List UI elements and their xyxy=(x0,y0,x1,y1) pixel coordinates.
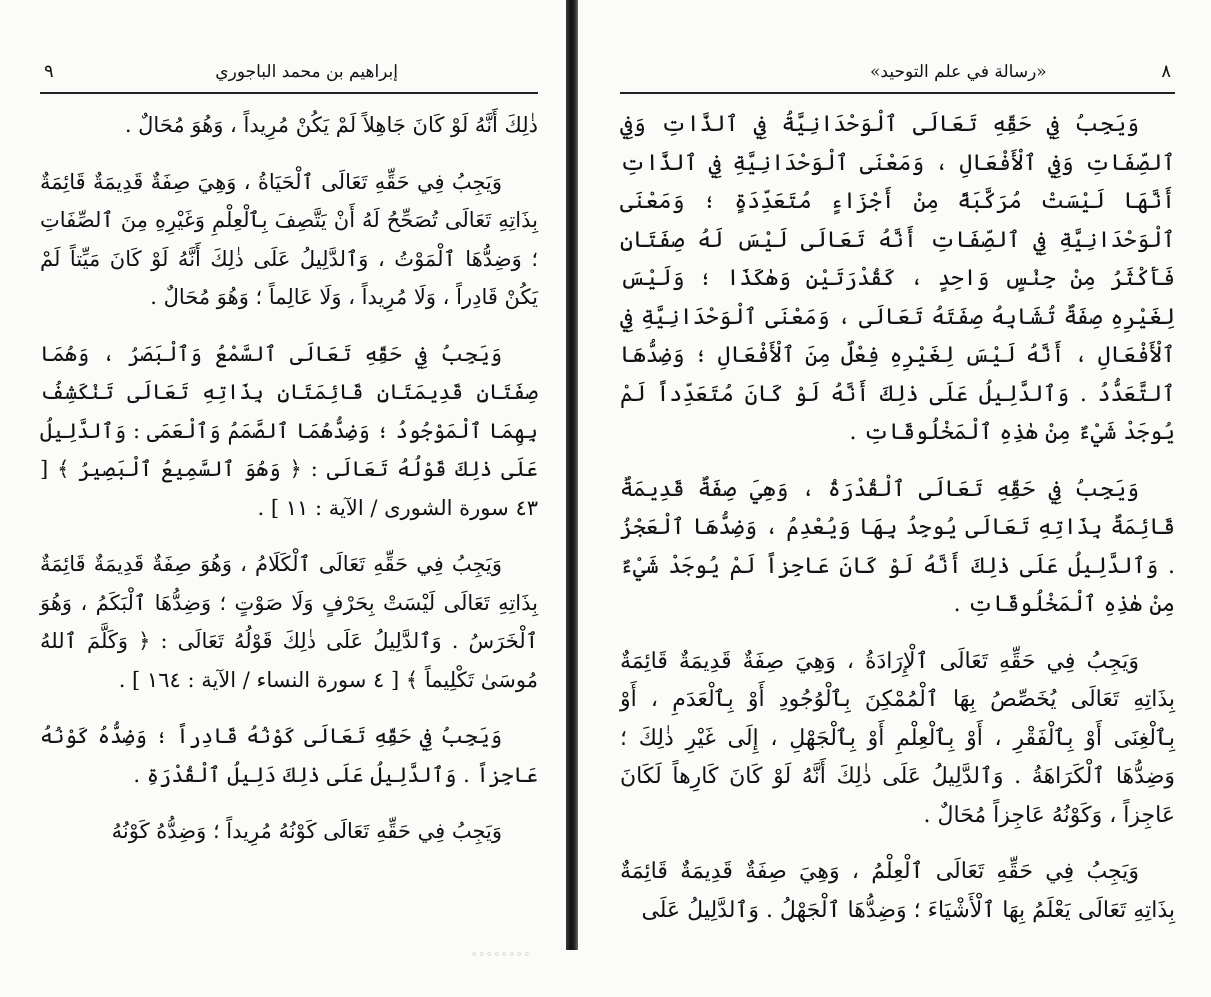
paragraph: وَيَجِبُ فِي حَقِّهِ تَعَالَى ٱلْقُدْرَةُ ، وَهِيَ صِفَةٌ قَدِيمَةٌ قَائِمَةٌ بِذَاتِهِ تَعَالَى يُوجِدُ بِهَا وَيُعْدِمُ ، وَضِدُّهَا ٱلْعَجْزُ . وَٱلدَّلِيلُ عَلَى ذٰلِكَ أَنَّهُ لَوْ كَانَ عَاجِزاً لَمْ يُوجَدْ شَيْءٌ مِنْ هٰذِهِ ٱلْمَخْلُوقَاتِ . xyxy=(620,476,1175,617)
right-running-title: «رسالة في علم التوحيد» xyxy=(870,62,1047,82)
scan-ornament-mark: ◦◦◦◦◦◦◦◦ xyxy=(471,948,531,961)
paragraph: وَيَجِبُ فِي حَقِّهِ تَعَالَى كَوْنُهُ مُرِيداً ؛ وَضِدُّهُ كَوْنُهُ xyxy=(111,819,502,843)
left-page xyxy=(0,0,566,997)
right-page xyxy=(578,0,1211,997)
paragraph: وَيَجِبُ فِي حَقِّهِ تَعَالَى ٱلْعِلْمُ ، وَهِيَ صِفَةٌ قَدِيمَةٌ قَائِمَةٌ بِذَاتِهِ تَعَالَى يَعْلَمُ بِهَا ٱلْأَشْيَاءَ ؛ وَضِدُّهَا ٱلْجَهْلُ . وَٱلدَّلِيلُ عَلَى xyxy=(620,859,1175,923)
left-page-header xyxy=(40,52,538,94)
paragraph: وَيَجِبُ فِي حَقِّهِ تَعَالَى ٱلْوَحْدَانِيَّةُ فِي ٱلذَّاتِ وَفِي ٱلصِّفَاتِ وَفِي ٱلْأَفْعَالِ ، وَمَعْنَى ٱلْوَحْدَانِيَّةِ فِي ٱلذَّاتِ أَنَّهَا لَيْسَتْ مُرَكَّبَةً مِنْ أَجْزَاءٍ مُتَعَدِّدَةٍ ؛ وَمَعْنَى ٱلْوَحْدَانِيَّةِ فِي ٱلصِّفَاتِ أَنَّهُ تَعَالَى لَيْسَ لَهُ صِفَتَانِ فَأَكْثَرُ مِنْ جِنْسٍ وَاحِدٍ ، كَقُدْرَتَيْنِ وَهٰكَذَا ؛ وَلَيْسَ لِغَيْرِهِ صِفَةٌ تُشَابِهُ صِفَتَهُ تَعَالَى ، وَمَعْنَى ٱلْوَحْدَانِيَّةِ فِي ٱلْأَفْعَالِ ، أَنَّهُ لَيْسَ لِغَيْرِهِ فِعْلٌ مِنَ ٱلْأَفْعَالِ ؛ وَضِدُّهَا ٱلتَّعَدُّدُ . وَٱلدَّلِيلُ عَلَى ذٰلِكَ أَنَّهُ لَوْ كَانَ مُتَعَدِّداً لَمْ يُوجَدْ شَيْءٌ مِنْ هٰذِهِ ٱلْمَخْلُوقَاتِ . xyxy=(620,112,1175,445)
paragraph: وَيَجِبُ فِي حَقِّهِ تَعَالَى ٱلْكَلَامُ ، وَهُوَ صِفَةٌ قَدِيمَةٌ قَائِمَةٌ بِذَاتِهِ تَعَالَى لَيْسَتْ بِحَرْفٍ وَلَا صَوْتٍ ؛ وَضِدُّهَا ٱلْبَكَمُ ، وَهُوَ ٱلْخَرَسُ . وَٱلدَّلِيلُ عَلَى ذٰلِكَ قَوْلُهُ تَعَالَى : ﴿ وَكَلَّمَ ٱللهُ مُوسَىٰ تَكْلِيماً ﴾ [ ٤ سورة النساء / الآية : ١٦٤ ] . xyxy=(40,552,538,692)
left-page-body xyxy=(40,106,538,851)
right-page-number: ٨ xyxy=(1161,61,1171,82)
paragraph: وَيَجِبُ فِي حَقِّهِ تَعَالَى ٱلسَّمْعُ وَٱلْبَصَرُ ، وَهُمَا صِفَتَانِ قَدِيمَتَانِ قَائِمَتَانِ بِذَاتِهِ تَعَالَى تَنْكَشِفُ بِهِمَا ٱلْمَوْجُودُ ؛ وَضِدُّهُمَا ٱلصَّمَمُ وَٱلْعَمَى : وَٱلدَّلِيلُ عَلَى ذٰلِكَ قَوْلُهُ تَعَالَى : ﴿ وَهُوَ ٱلسَّمِيعُ ٱلْبَصِيرُ ﴾ [ ٤٣ سورة الشورى / الآية : ١١ ] . xyxy=(40,341,538,520)
left-page-number: ٩ xyxy=(44,61,54,82)
paragraph: وَيَجِبُ فِي حَقِّهِ تَعَالَى كَوْنُهُ قَادِراً ؛ وَضِدُّهُ كَوْنُهُ عَاجِزاً . وَٱلدَّلِيلُ عَلَى ذٰلِكَ دَلِيلُ ٱلْقُدْرَةِ . xyxy=(40,724,538,787)
book-gutter xyxy=(566,0,578,950)
right-page-header xyxy=(620,52,1175,94)
right-page-body xyxy=(620,106,1175,930)
paragraph: وَيَجِبُ فِي حَقِّهِ تَعَالَى ٱلْإِرَادَةُ ، وَهِيَ صِفَةٌ قَدِيمَةٌ قَائِمَةٌ بِذَاتِهِ تَعَالَى يُخَصِّصُ بِهَا ٱلْمُمْكِنَ بِٱلْوُجُودِ أَوْ بِٱلْعَدَمِ ، أَوْ بِٱلْغِنَى أَوْ بِٱلْفَقْرِ ، أَوْ بِٱلْعِلْمِ أَوْ بِٱلْجَهْلِ ، إِلَى غَيْرِ ذٰلِكَ ؛ وَضِدُّهَا ٱلْكَرَاهَةُ . وَٱلدَّلِيلُ عَلَى ذٰلِكَ أَنَّهُ لَوْ كَانَ كَارِهاً لَكَانَ عَاجِزاً ، وَكَوْنُهُ عَاجِزاً مُحَالٌ . xyxy=(620,648,1175,828)
paragraph: ذٰلِكَ أَنَّهُ لَوْ كَانَ جَاهِلاً لَمْ يَكُنْ مُرِيداً ، وَهُوَ مُحَالٌ . xyxy=(124,113,538,137)
left-running-title: إبراهيم بن محمد الباجوري xyxy=(215,62,398,82)
paragraph: وَيَجِبُ فِي حَقِّهِ تَعَالَى ٱلْحَيَاةُ ، وَهِيَ صِفَةٌ قَدِيمَةٌ قَائِمَةٌ بِذَاتِهِ تَعَالَى تُصَحِّحُ لَهُ أَنْ يَتَّصِفَ بِٱلْعِلْمِ وَغَيْرِهِ مِنَ ٱلصِّفَاتِ ؛ وَضِدُّهَا ٱلْمَوْتُ ، وَٱلدَّلِيلُ عَلَى ذٰلِكَ أَنَّهُ لَوْ كَانَ مَيِّتاً لَمْ يَكُنْ قَادِراً ، وَلَا مُرِيداً ، وَلَا عَالِماً ؛ وَهُوَ مُحَالٌ . xyxy=(40,169,538,309)
